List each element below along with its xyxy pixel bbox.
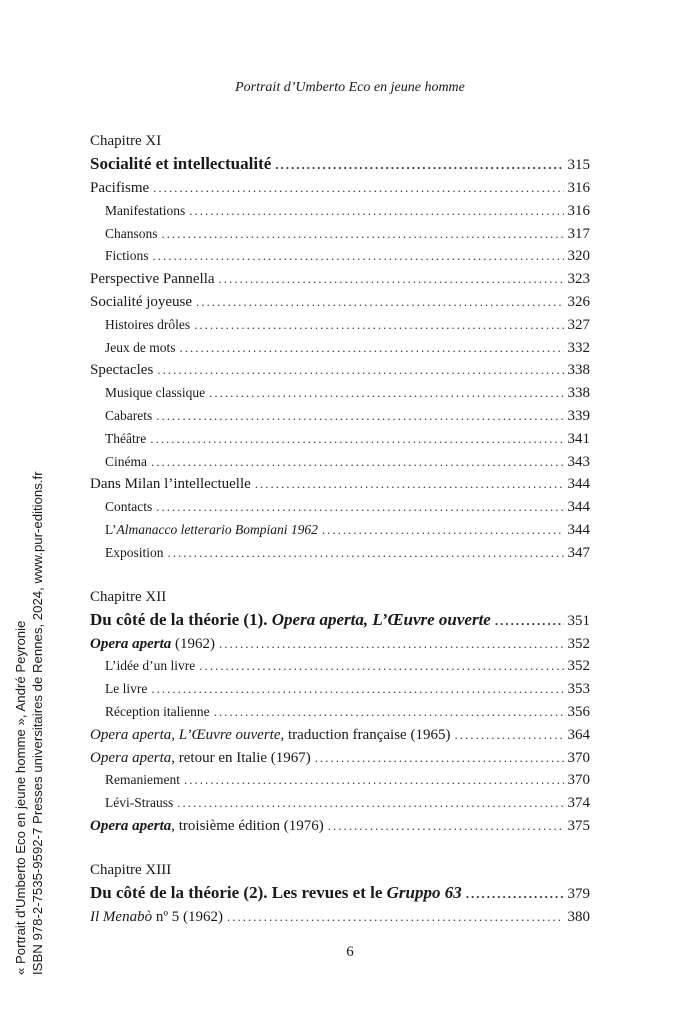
toc-subentry: Jeux de mots ..... 332 — [90, 337, 590, 360]
toc-entry: Opera aperta, troisième édition (1976) ..... 375 — [90, 815, 590, 838]
toc-entry: Opera aperta, retour en Italie (1967) ..... 370 — [90, 747, 590, 770]
dot-leader — [495, 607, 564, 634]
toc-subentry: Manifestations ..... 316 — [90, 200, 590, 223]
dot-leader — [275, 151, 563, 178]
side-note-line1: « Portrait d'Umberto Eco en jeune homme », André Peyronie — [13, 620, 28, 975]
toc-subentry: Le livre ..... 353 — [90, 678, 590, 701]
toc-entry: Opera aperta (1962) ..... 352 — [90, 633, 590, 656]
page-ref: 315 — [567, 157, 590, 173]
chapter-title: Du côté de la théorie (1). Opera aperta, L’Œuvre ouverte ..... 351 — [90, 606, 590, 633]
toc-subentry: Théâtre ..... 341 — [90, 428, 590, 451]
toc-entry: Pacifisme ..... 316 — [90, 177, 590, 200]
running-header: Portrait d’Umberto Eco en jeune homme — [235, 80, 465, 95]
toc-subentry: Contacts ..... 344 — [90, 496, 590, 519]
toc-subentry: Histoires drôles ..... 327 — [90, 314, 590, 337]
toc-entry: Perspective Pannella ..... 323 — [90, 268, 590, 291]
toc-entry: Dans Milan l’intellectuelle ..... 344 — [90, 473, 590, 496]
toc-subentry: Cabarets ..... 339 — [90, 405, 590, 428]
page-number: 6 — [346, 944, 354, 960]
toc-subentry: Fictions ..... 320 — [90, 245, 590, 268]
toc-subentry: Exposition ..... 347 — [90, 542, 590, 565]
toc-subentry: Réception italienne ..... 356 — [90, 701, 590, 724]
toc-entry: Il Menabò nº 5 (1962) ..... 380 — [90, 906, 590, 929]
chapter-title-text: Socialité et intellectualité — [90, 154, 272, 173]
toc-subentry: Chansons ..... 317 — [90, 223, 590, 246]
toc-entry: Opera aperta, L’Œuvre ouverte, traduction française (1965) ..... 364 — [90, 724, 590, 747]
side-note-line2: ISBN 978-2-7535-9592-7 Presses universitaires de Rennes, 2024, www.pur-editions.fr — [30, 471, 45, 975]
toc-subentry: Lévi-Strauss ..... 374 — [90, 792, 590, 815]
chapter-label: Chapitre XIII — [90, 861, 172, 878]
dot-leader — [466, 880, 564, 907]
toc-subentry: Cinéma ..... 343 — [90, 451, 590, 474]
chapter-label: Chapitre XII — [90, 588, 167, 605]
toc-subentry: Musique classique ..... 338 — [90, 382, 590, 405]
table-of-contents — [90, 133, 590, 929]
toc-subentry: L’idée d’un livre ..... 352 — [90, 655, 590, 678]
toc-subentry: Remaniement ..... 370 — [90, 769, 590, 792]
toc-subentry: L’Almanacco letterario Bompiani 1962 ..... 344 — [90, 519, 590, 542]
chapter-title: Du côté de la théorie (2). Les revues et le Gruppo 63 ..... 379 — [90, 879, 590, 906]
page-ref: 379 — [567, 885, 590, 902]
copyright-side-note — [12, 435, 46, 975]
toc-entry: Spectacles ..... 338 — [90, 359, 590, 382]
toc-entry: Socialité joyeuse ..... 326 — [90, 291, 590, 314]
page-ref: 351 — [567, 612, 590, 629]
chapter-title — [90, 150, 590, 177]
chapter-label: Chapitre XI — [90, 133, 162, 149]
